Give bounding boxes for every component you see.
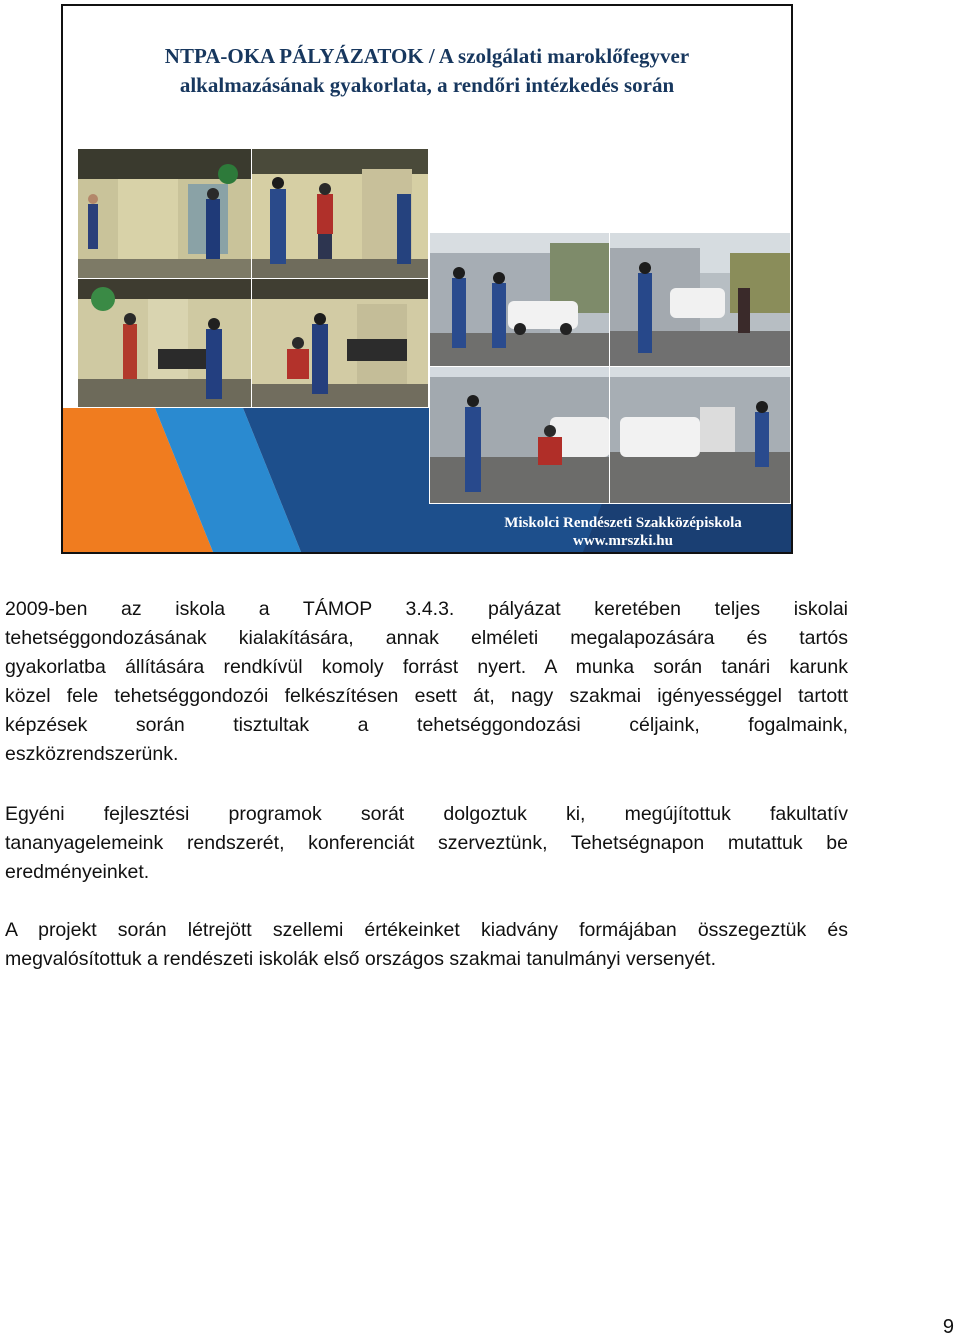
outdoor-car-stop-photo-2 [609,232,791,368]
paragraph-2 [5,800,848,887]
text-line: eszközrendszerünk. [5,743,179,765]
text-line: A projekt során létrejött szellemi értékeinket kiadvány formájában összegeztük és [5,919,848,941]
school-name-block [463,514,783,550]
text-line: közel fele tehetséggondozói felkészítésen esett át, nagy szakmai igényességgel tartott [5,685,848,707]
text-line: 2009-ben az iskola a TÁMOP 3.4.3. pályázat keretében teljes iskolai [5,598,848,620]
text-line: Egyéni fejlesztési programok sorát dolgoztuk ki, megújítottuk fakultatív [5,803,848,825]
school-website: www.mrszki.hu [572,533,673,549]
presentation-slide [61,4,793,554]
text-line: képzések során tisztultak a tehetséggondozási céljaink, fogalmaink, [5,714,848,736]
outdoor-car-stop-photo-4 [609,366,791,504]
text-line: tehetséggondozásának kialakítására, annak elméleti megalapozására és tartós [5,627,848,649]
indoor-training-photo-4 [251,278,429,408]
text-line: eredményeinket. [5,861,150,883]
paragraph-3 [5,916,848,974]
slide-title [63,42,791,100]
outdoor-car-stop-photo-1 [429,232,611,368]
indoor-training-photo-1 [77,148,253,280]
indoor-training-photo-3 [77,278,253,408]
school-name: Miskolci Rendészeti Szakközépiskola [504,515,742,531]
paragraph-1 [5,595,848,769]
indoor-training-photo-2 [251,148,429,280]
outdoor-car-stop-photo-3 [429,366,611,504]
slide-title-line: NTPA-OKA PÁLYÁZATOK / A szolgálati maroklőfegyver [164,44,690,68]
text-line: megvalósítottuk a rendészeti iskolák első országos szakmai tanulmányi versenyét. [5,948,716,970]
text-line: gyakorlatba állítására rendkívül komoly forrást nyert. A munka során tanári karunk [5,656,848,678]
page-number: 9 [942,1316,954,1338]
text-line: tananyagelemeink rendszerét, konferenciát szerveztünk, Tehetségnapon mutattuk be [5,832,848,854]
slide-title-line: alkalmazásának gyakorlata, a rendőri intézkedés során [179,73,675,97]
